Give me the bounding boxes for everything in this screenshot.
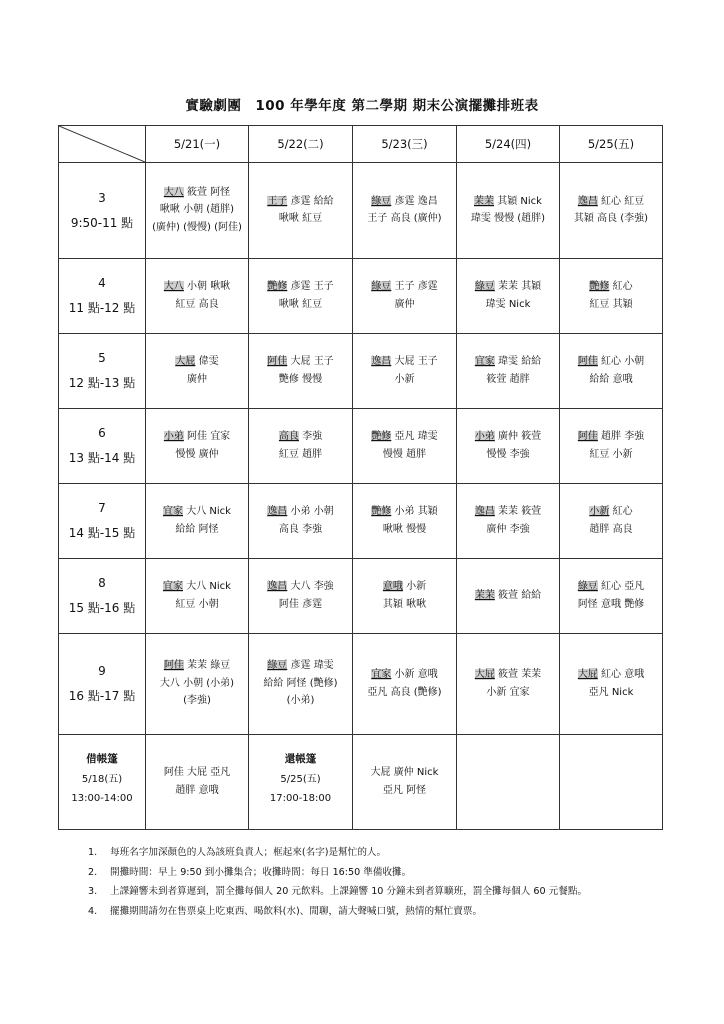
shift-cell [249,484,353,559]
shift-cell [146,634,249,735]
cell-line: 紅豆 其穎 [589,298,633,310]
cell-line: 亞凡 Nick [588,686,634,698]
shift-cell [146,559,249,634]
shift-cell [146,484,249,559]
borrow-tent-cell [59,735,146,830]
cell-line: 大八 小朝 啾啾 [163,281,231,292]
lead-name: 艷修 [589,281,610,292]
tent-row [59,735,663,830]
cell-line: 王子 彥霆 給給 [267,195,334,207]
schedule-table [58,125,663,830]
slot-number: 9 [98,664,106,678]
lead-name: 小弟 [474,431,495,442]
cell-line: 逸昌 大屁 王子 [371,356,438,367]
cell-line: 阿佳 趙胖 李強 [577,431,645,442]
time-cell [59,484,146,559]
empty-cell [560,735,663,830]
cell-line: 紅豆 小新 [589,448,633,460]
slot-number: 3 [98,190,106,205]
time-slot-row [59,559,663,634]
cell-line: 給給 阿怪 (艷修) [263,677,338,689]
lead-name: 綠豆 [577,581,598,592]
cell-line: 綠豆 紅心 亞凡 [577,581,645,592]
cell-line: 艷修 慢慢 [278,373,323,385]
cell-line: 小新 紅心 [589,506,633,517]
shift-cell [560,163,663,259]
note-number: 4. [88,905,98,917]
header-row [59,126,663,163]
time-cell [59,559,146,634]
shift-cell [560,409,663,484]
cell-line: 紅豆 趙胖 [278,448,323,460]
shift-cell [249,634,353,735]
shift-cell [457,163,560,259]
note-text: 上課鐘響未到者算遲到，罰全攤每個人 20 元飲料。上課鐘響 10 分鐘未到者算曠班，罰全攤每個人 60 元餐點。 [110,886,588,898]
shift-cell [560,634,663,735]
time-cell [59,259,146,334]
cell-line: 大屁 廣仲 Nick [370,767,439,778]
note-text: 每班名字加深顏色的人為該班負責人；框起來(名字)是幫忙的人。 [110,847,387,858]
cell-line: 筱萱 趙胖 [486,373,530,385]
day-header: 5/25(五) [560,126,663,163]
shift-cell [353,163,457,259]
cell-line: 茉茉 其穎 Nick [474,195,542,207]
lead-name: 大屁 [474,669,495,680]
time-slot-row [59,409,663,484]
lead-name: 阿佳 [577,356,598,367]
time-cell [59,334,146,409]
time-range: 15 點-16 點 [68,601,136,615]
lead-name: 艷修 [267,281,288,292]
cell-line: 大屁 筱萱 茉茉 [474,669,542,680]
cell-line: 逸昌 大八 李強 [267,581,334,592]
lead-name: 綠豆 [474,281,495,292]
cell-line: 廣仲 [187,373,207,385]
lead-name: 逸昌 [267,581,288,592]
tent-time: 17:00-18:00 [269,792,332,804]
cell-line: 慢慢 李強 [486,448,530,460]
cell-line: 瑋雯 Nick [485,298,531,310]
lead-name: 逸昌 [267,506,288,517]
cell-line: 阿怪 意哦 艷修 [577,598,645,610]
lead-name: 綠豆 [371,281,392,292]
tent-title: 還帳篷 [284,752,317,765]
cell-line: 茉茉 筱萱 給給 [474,589,542,601]
lead-name: 宜家 [163,581,184,592]
cell-line: 逸昌 小弟 小朝 [267,506,334,517]
cell-line: 其穎 啾啾 [382,598,427,610]
shift-cell [146,409,249,484]
lead-name: 高良 [278,431,299,442]
note-text: 擺攤期間請勿在售票桌上吃東西、喝飲料(水)、閒聊，請大聲喊口號，熱情的幫忙賣票。 [110,905,483,917]
tent-title: 借帳篷 [86,752,118,765]
cell-line: (廣仲) (慢慢) (阿佳) [152,221,242,233]
shift-cell [457,259,560,334]
shift-cell [353,334,457,409]
shift-cell [249,259,353,334]
cell-line: 趙胖 高良 [589,523,633,535]
time-range: 12 點-13 點 [68,376,136,390]
note-number: 2. [88,866,98,878]
empty-cell [457,735,560,830]
lead-name: 宜家 [474,356,495,367]
lead-name: 小新 [589,506,610,517]
shift-cell [560,484,663,559]
cell-line: 宜家 小新 意哦 [371,669,438,680]
cell-line: 阿佳 紅心 小朝 [577,356,645,367]
cell-line: 逸昌 茉茉 筱萱 [474,506,542,517]
cell-line: 紅豆 小朝 [175,598,219,610]
tent-date: 5/18(五) [81,774,123,786]
note-item [88,907,688,918]
lead-name: 大屁 [175,356,196,367]
lead-name: 宜家 [163,506,184,517]
cell-line: 大屁 偉雯 [175,356,219,367]
time-range: 13 點-14 點 [68,451,136,465]
cell-line: 宜家 大八 Nick [163,581,231,592]
time-cell [59,409,146,484]
shift-cell [249,334,353,409]
cell-line: 意哦 小新 [382,581,427,592]
lead-name: 綠豆 [267,660,288,672]
cell-line: 阿佳 茉茉 綠豆 [163,660,231,672]
lead-name: 宜家 [371,669,392,680]
time-slot-row [59,634,663,735]
slot-number: 6 [98,426,106,440]
cell-line: 逸昌 紅心 紅豆 [577,195,645,207]
cell-line: 啾啾 紅豆 [278,298,323,310]
note-text: 開攤時間：早上 9:50 到小攤集合；收攤時間：每日 16:50 準備收攤。 [110,866,412,878]
shift-cell [146,163,249,259]
cell-line: (小弟) [286,695,315,707]
cell-line: 趙胖 意哦 [175,784,219,796]
cell-line: 艷修 亞凡 瑋雯 [371,431,438,442]
cell-line: 王子 高良 (廣仲) [367,213,442,224]
time-range: 14 點-15 點 [68,526,136,540]
shift-cell [353,259,457,334]
shift-cell [457,634,560,735]
day-header: 5/24(四) [457,126,560,163]
day-header: 5/22(二) [249,126,353,163]
shift-cell [560,334,663,409]
lead-name: 綠豆 [371,195,392,207]
shift-cell [353,735,457,830]
shift-cell [249,409,353,484]
cell-line: 綠豆 彥霆 逸昌 [371,195,438,207]
cell-line: 亞凡 高良 (艷修) [367,686,442,698]
cell-line: 高良 李強 [278,431,323,442]
time-range: 11 點-12 點 [68,301,136,315]
cell-line: 小弟 阿佳 宜家 [163,431,231,442]
corner-cell [59,126,146,163]
lead-name: 阿佳 [577,431,598,442]
shift-cell [249,163,353,259]
time-slot-row [59,334,663,409]
cell-line: 阿佳 彥霆 [278,598,323,610]
shift-cell [560,559,663,634]
cell-line: 給給 意哦 [589,373,633,385]
note-item [88,868,688,879]
cell-line: 阿佳 大屁 亞凡 [163,767,231,778]
cell-line: 紅豆 高良 [175,298,219,310]
cell-line: (李強) [183,695,211,707]
cell-line: 啾啾 慢慢 [382,523,427,535]
note-item [88,848,688,859]
slot-number: 5 [98,351,106,365]
cell-line: 阿佳 大屁 王子 [267,356,334,367]
shift-cell [249,559,353,634]
cell-line: 其穎 高良 (李強) [573,213,649,224]
shift-cell [353,634,457,735]
time-cell [59,163,146,259]
time-range: 16 點-17 點 [68,689,136,703]
shift-cell [353,409,457,484]
time-slot-row [59,259,663,334]
lead-name: 大屁 [577,669,598,680]
cell-line: 慢慢 廣仲 [175,448,219,460]
return-tent-cell [249,735,353,830]
lead-name: 逸昌 [371,356,392,367]
lead-name: 大八 [163,186,184,198]
cell-line: 小新 宜家 [486,686,530,698]
lead-name: 艷修 [371,506,392,517]
cell-line: 亞凡 阿怪 [382,784,427,796]
note-number: 3. [88,886,98,898]
shift-cell [146,334,249,409]
cell-line: 綠豆 彥霆 瑋雯 [267,660,334,672]
time-slot-row [59,163,663,259]
lead-name: 茉茉 [474,589,495,601]
shift-cell [457,334,560,409]
cell-line: 廣仲 李強 [486,523,530,535]
cell-line: 高良 李強 [278,523,323,535]
day-header: 5/21(一) [146,126,249,163]
lead-name: 艷修 [371,431,392,442]
cell-line: 啾啾 紅豆 [278,213,323,224]
lead-name: 小弟 [163,431,184,442]
shift-cell [146,735,249,830]
cell-line: 綠豆 王子 彥霆 [371,281,438,292]
cell-line: 啾啾 小朝 (趙胖) [159,204,235,216]
time-slot-row [59,484,663,559]
day-header: 5/23(三) [353,126,457,163]
lead-name: 大八 [163,281,184,292]
cell-line: 給給 阿怪 [175,523,219,535]
cell-line: 艷修 小弟 其穎 [371,506,438,517]
cell-line: 艷修 紅心 [589,281,633,292]
shift-cell [353,484,457,559]
slot-number: 8 [98,576,106,590]
cell-line: 綠豆 茉茉 其穎 [474,281,542,292]
cell-line: 小新 [394,373,415,385]
lead-name: 王子 [267,195,288,207]
cell-line: 小弟 廣仲 筱萱 [474,431,542,442]
lead-name: 逸昌 [474,506,495,517]
shift-cell [146,259,249,334]
slot-number: 4 [98,276,106,290]
cell-line: 大屁 紅心 意哦 [577,669,645,680]
shift-cell [353,559,457,634]
tent-date: 5/25(五) [280,774,321,786]
lead-name: 阿佳 [163,660,184,672]
cell-line: 瑋雯 慢慢 (趙胖) [470,213,546,224]
cell-line: 宜家 瑋雯 給給 [474,356,542,367]
lead-name: 阿佳 [267,356,288,367]
cell-line: 廣仲 [394,298,415,310]
notes-list [88,848,688,926]
shift-cell [560,259,663,334]
cell-line: 大八 筱萱 阿怪 [163,186,231,198]
slot-number: 7 [98,501,106,515]
cell-line: 慢慢 趙胖 [382,448,427,460]
cell-line: 大八 小朝 (小弟) [159,677,235,689]
lead-name: 茉茉 [474,195,495,207]
time-range: 9:50-11 點 [70,215,134,230]
page-title: 實驗劇團 100 年學年度 第二學期 期末公演擺攤排班表 [185,98,539,114]
tent-time: 13:00-14:00 [71,792,133,804]
shift-cell [457,484,560,559]
note-number: 1. [88,847,98,858]
note-item [88,887,688,898]
cell-line: 宜家 大八 Nick [163,506,231,517]
cell-line: 艷修 彥霆 王子 [267,281,334,292]
shift-cell [457,409,560,484]
lead-name: 意哦 [382,581,403,592]
lead-name: 逸昌 [577,195,598,207]
shift-cell [457,559,560,634]
time-cell [59,634,146,735]
